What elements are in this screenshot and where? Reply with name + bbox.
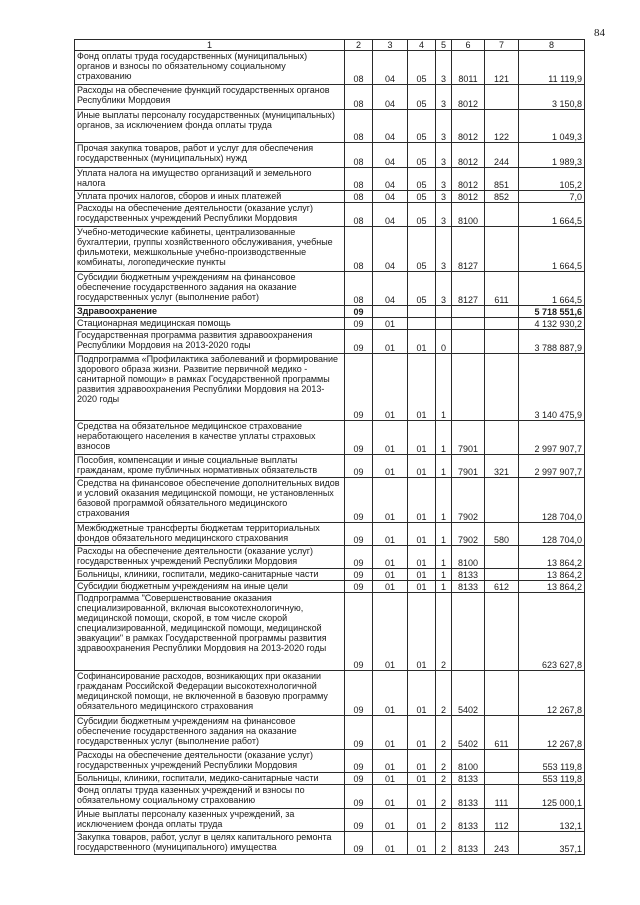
section-code-cell: 09 xyxy=(345,671,373,716)
expense-type-code-cell xyxy=(485,318,519,330)
program-code-cell: 01 xyxy=(408,569,436,581)
expense-type-code-cell xyxy=(485,478,519,523)
header-cell: 7 xyxy=(485,40,519,51)
table-row xyxy=(75,191,585,203)
subprogram-code-cell: 2 xyxy=(436,716,452,750)
amount-cell: 3 788 887,9 xyxy=(519,330,585,354)
subsection-code-cell: 01 xyxy=(373,671,408,716)
subsection-code-cell: 01 xyxy=(373,581,408,593)
subsection-code-cell: 01 xyxy=(373,523,408,546)
program-code-cell: 05 xyxy=(408,110,436,143)
program-code-cell: 01 xyxy=(408,593,436,671)
subprogram-code-cell: 0 xyxy=(436,330,452,354)
header-cell: 5 xyxy=(436,40,452,51)
article-code-cell xyxy=(452,330,485,354)
table-row xyxy=(75,110,585,143)
section-code-cell: 08 xyxy=(345,272,373,306)
section-code-cell: 09 xyxy=(345,785,373,809)
article-code-cell xyxy=(452,318,485,330)
article-code-cell: 8100 xyxy=(452,750,485,773)
article-code-cell: 8133 xyxy=(452,773,485,785)
subprogram-code-cell: 2 xyxy=(436,593,452,671)
expense-type-code-cell: 611 xyxy=(485,272,519,306)
amount-cell: 4 132 930,2 xyxy=(519,318,585,330)
header-cell: 3 xyxy=(373,40,408,51)
amount-cell: 1 049,3 xyxy=(519,110,585,143)
subprogram-code-cell: 1 xyxy=(436,581,452,593)
subsection-code-cell: 01 xyxy=(373,785,408,809)
amount-cell: 12 267,8 xyxy=(519,716,585,750)
subsection-code-cell: 01 xyxy=(373,354,408,421)
item-name-cell: Субсидии бюджетным учреждениям на финансовое обеспечение государственного задания на оказание государственных услуг (выполнение работ) xyxy=(75,272,345,306)
amount-cell: 1 664,5 xyxy=(519,227,585,272)
item-name-cell: Расходы на обеспечение деятельности (оказание услуг) государственных учреждений Республики Мордовия xyxy=(75,546,345,569)
subprogram-code-cell: 3 xyxy=(436,85,452,110)
subprogram-code-cell: 3 xyxy=(436,227,452,272)
expense-type-code-cell: 851 xyxy=(485,168,519,191)
subprogram-code-cell: 3 xyxy=(436,203,452,227)
item-name-cell: Иные выплаты персоналу казенных учреждений, за исключением фонда оплаты труда xyxy=(75,809,345,832)
expense-type-code-cell: 244 xyxy=(485,143,519,168)
article-code-cell: 5402 xyxy=(452,716,485,750)
program-code-cell: 05 xyxy=(408,85,436,110)
subprogram-code-cell: 2 xyxy=(436,785,452,809)
article-code-cell: 5402 xyxy=(452,671,485,716)
table-row xyxy=(75,227,585,272)
table-row xyxy=(75,330,585,354)
item-name-cell: Расходы на обеспечение деятельности (оказание услуг) государственных учреждений Республики Мордовия xyxy=(75,750,345,773)
item-name-cell: Закупка товаров, работ, услуг в целях капитального ремонта государственного (муниципального) имущества xyxy=(75,832,345,855)
expense-type-code-cell xyxy=(485,546,519,569)
section-code-cell: 08 xyxy=(345,168,373,191)
item-name-cell: Расходы на обеспечение деятельности (оказание услуг) государственных учреждений Республики Мордовия xyxy=(75,203,345,227)
section-code-cell: 09 xyxy=(345,354,373,421)
program-code-cell: 01 xyxy=(408,354,436,421)
subprogram-code-cell: 3 xyxy=(436,143,452,168)
section-code-cell: 09 xyxy=(345,455,373,478)
subprogram-code-cell: 1 xyxy=(436,569,452,581)
item-name-cell: Фонд оплаты труда государственных (муниципальных) органов и взносы по обязательному социальному страхованию xyxy=(75,51,345,85)
table-row xyxy=(75,478,585,523)
header-cell: 6 xyxy=(452,40,485,51)
subsection-code-cell: 01 xyxy=(373,455,408,478)
amount-cell: 3 140 475,9 xyxy=(519,354,585,421)
program-code-cell xyxy=(408,318,436,330)
amount-cell: 1 664,5 xyxy=(519,272,585,306)
section-code-cell: 08 xyxy=(345,191,373,203)
amount-cell: 128 704,0 xyxy=(519,523,585,546)
article-code-cell: 7902 xyxy=(452,523,485,546)
subprogram-code-cell: 3 xyxy=(436,110,452,143)
subprogram-code-cell: 1 xyxy=(436,421,452,455)
item-name-cell: Субсидии бюджетным учреждениям на иные цели xyxy=(75,581,345,593)
subprogram-code-cell: 1 xyxy=(436,478,452,523)
subprogram-code-cell: 1 xyxy=(436,523,452,546)
subsection-code-cell: 04 xyxy=(373,168,408,191)
table-row xyxy=(75,785,585,809)
program-code-cell: 01 xyxy=(408,716,436,750)
program-code-cell: 01 xyxy=(408,809,436,832)
budget-table xyxy=(74,39,585,855)
section-code-cell: 09 xyxy=(345,546,373,569)
subprogram-code-cell: 3 xyxy=(436,168,452,191)
subsection-code-cell: 01 xyxy=(373,809,408,832)
subprogram-code-cell: 3 xyxy=(436,272,452,306)
table-row xyxy=(75,272,585,306)
expense-type-code-cell: 611 xyxy=(485,716,519,750)
expense-type-code-cell: 612 xyxy=(485,581,519,593)
section-code-cell: 08 xyxy=(345,203,373,227)
amount-cell: 553 119,8 xyxy=(519,750,585,773)
expense-type-code-cell: 122 xyxy=(485,110,519,143)
section-code-cell: 09 xyxy=(345,569,373,581)
subprogram-code-cell: 1 xyxy=(436,546,452,569)
table-row xyxy=(75,168,585,191)
program-code-cell: 01 xyxy=(408,330,436,354)
item-name-cell: Подпрограмма "Совершенствование оказания специализированной, включая высокотехнологичную, медицинской помощи, скорой, в том числе скорой специализированной, медицинской помощи, медицинской эвакуации" в рамках Государственной программы развития здравоохранения Республики Мордовия на 2013-2020 годы xyxy=(75,593,345,671)
header-cell: 4 xyxy=(408,40,436,51)
table-row xyxy=(75,546,585,569)
subsection-code-cell: 04 xyxy=(373,203,408,227)
program-code-cell: 05 xyxy=(408,143,436,168)
amount-cell: 2 997 907,7 xyxy=(519,455,585,478)
page-number: 84 xyxy=(594,27,605,39)
expense-type-code-cell xyxy=(485,306,519,318)
program-code-cell: 01 xyxy=(408,581,436,593)
amount-cell: 1 664,5 xyxy=(519,203,585,227)
amount-cell: 1 989,3 xyxy=(519,143,585,168)
article-code-cell: 8133 xyxy=(452,809,485,832)
program-code-cell: 01 xyxy=(408,671,436,716)
subsection-code-cell: 01 xyxy=(373,832,408,855)
program-code-cell xyxy=(408,306,436,318)
expense-type-code-cell xyxy=(485,593,519,671)
table-row xyxy=(75,354,585,421)
subsection-code-cell: 01 xyxy=(373,318,408,330)
subsection-code-cell: 04 xyxy=(373,51,408,85)
amount-cell: 12 267,8 xyxy=(519,671,585,716)
subsection-code-cell: 04 xyxy=(373,110,408,143)
item-name-cell: Средства на обязательное медицинское страхование неработающего населения в качестве уплаты страховых взносов xyxy=(75,421,345,455)
item-name-cell: Субсидии бюджетным учреждениям на финансовое обеспечение государственного задания на оказание государственных услуг (выполнение работ) xyxy=(75,716,345,750)
article-code-cell: 7901 xyxy=(452,421,485,455)
subsection-code-cell: 04 xyxy=(373,272,408,306)
amount-cell: 128 704,0 xyxy=(519,478,585,523)
article-code-cell: 8127 xyxy=(452,227,485,272)
expense-type-code-cell: 852 xyxy=(485,191,519,203)
item-name-cell: Расходы на обеспечение функций государственных органов Республики Мордовия xyxy=(75,85,345,110)
item-name-cell: Фонд оплаты труда казенных учреждений и взносы по обязательному социальному страхованию xyxy=(75,785,345,809)
item-name-cell: Межбюджетные трансферты бюджетам территориальных фондов обязательного медицинского страхования xyxy=(75,523,345,546)
program-code-cell: 01 xyxy=(408,455,436,478)
program-code-cell: 01 xyxy=(408,750,436,773)
item-name-cell: Средства на финансовое обеспечение дополнительных видов и условий оказания медицинской помощи, не установленных базовой программой обязательного медицинского страхования xyxy=(75,478,345,523)
subsection-code-cell: 01 xyxy=(373,546,408,569)
item-name-cell: Больницы, клиники, госпитали, медико-санитарные части xyxy=(75,569,345,581)
table-row xyxy=(75,455,585,478)
subprogram-code-cell xyxy=(436,306,452,318)
program-code-cell: 01 xyxy=(408,785,436,809)
article-code-cell: 8133 xyxy=(452,832,485,855)
article-code-cell: 8012 xyxy=(452,191,485,203)
item-name-cell: Софинансирование расходов, возникающих при оказании гражданам Российской Федерации высокотехнологичной медицинской помощи, не включенной в базовую программу обязательного медицинского страхования xyxy=(75,671,345,716)
expense-type-code-cell xyxy=(485,354,519,421)
table-row xyxy=(75,581,585,593)
item-name-cell: Здравоохранение xyxy=(75,306,345,318)
table-header-row xyxy=(75,40,585,51)
amount-cell: 3 150,8 xyxy=(519,85,585,110)
article-code-cell xyxy=(452,306,485,318)
subprogram-code-cell: 1 xyxy=(436,455,452,478)
program-code-cell: 05 xyxy=(408,191,436,203)
article-code-cell: 8012 xyxy=(452,143,485,168)
subsection-code-cell: 04 xyxy=(373,227,408,272)
table-row xyxy=(75,85,585,110)
header-cell: 8 xyxy=(519,40,585,51)
item-name-cell: Государственная программа развития здравоохранения Республики Мордовия на 2013-2020 годы xyxy=(75,330,345,354)
expense-type-code-cell xyxy=(485,85,519,110)
expense-type-code-cell: 111 xyxy=(485,785,519,809)
section-code-cell: 08 xyxy=(345,51,373,85)
section-code-cell: 09 xyxy=(345,750,373,773)
amount-cell: 5 718 551,6 xyxy=(519,306,585,318)
table-row xyxy=(75,716,585,750)
table-row xyxy=(75,593,585,671)
article-code-cell: 7902 xyxy=(452,478,485,523)
section-code-cell: 09 xyxy=(345,773,373,785)
amount-cell: 13 864,2 xyxy=(519,569,585,581)
article-code-cell: 8012 xyxy=(452,85,485,110)
program-code-cell: 05 xyxy=(408,203,436,227)
subprogram-code-cell xyxy=(436,318,452,330)
expense-type-code-cell: 243 xyxy=(485,832,519,855)
program-code-cell: 01 xyxy=(408,832,436,855)
table-body xyxy=(75,40,585,855)
program-code-cell: 01 xyxy=(408,546,436,569)
amount-cell: 105,2 xyxy=(519,168,585,191)
expense-type-code-cell xyxy=(485,750,519,773)
item-name-cell: Больницы, клиники, госпитали, медико-санитарные части xyxy=(75,773,345,785)
section-code-cell: 09 xyxy=(345,593,373,671)
expense-type-code-cell xyxy=(485,421,519,455)
subsection-code-cell: 04 xyxy=(373,143,408,168)
expense-type-code-cell: 112 xyxy=(485,809,519,832)
article-code-cell: 8133 xyxy=(452,569,485,581)
program-code-cell: 01 xyxy=(408,773,436,785)
section-code-cell: 08 xyxy=(345,110,373,143)
article-code-cell: 8011 xyxy=(452,51,485,85)
article-code-cell: 7901 xyxy=(452,455,485,478)
subprogram-code-cell: 2 xyxy=(436,750,452,773)
item-name-cell: Стационарная медицинская помощь xyxy=(75,318,345,330)
section-code-cell: 08 xyxy=(345,227,373,272)
expense-type-code-cell xyxy=(485,569,519,581)
program-code-cell: 05 xyxy=(408,227,436,272)
subprogram-code-cell: 3 xyxy=(436,51,452,85)
amount-cell: 11 119,9 xyxy=(519,51,585,85)
section-code-cell: 09 xyxy=(345,421,373,455)
table-row xyxy=(75,143,585,168)
subsection-code-cell: 01 xyxy=(373,330,408,354)
section-code-cell: 09 xyxy=(345,809,373,832)
subsection-code-cell xyxy=(373,306,408,318)
program-code-cell: 05 xyxy=(408,51,436,85)
table-row xyxy=(75,203,585,227)
section-code-cell: 08 xyxy=(345,85,373,110)
expense-type-code-cell: 580 xyxy=(485,523,519,546)
amount-cell: 357,1 xyxy=(519,832,585,855)
subsection-code-cell: 01 xyxy=(373,478,408,523)
section-code-cell: 09 xyxy=(345,523,373,546)
program-code-cell: 05 xyxy=(408,272,436,306)
amount-cell: 553 119,8 xyxy=(519,773,585,785)
table-row xyxy=(75,523,585,546)
subsection-code-cell: 01 xyxy=(373,750,408,773)
article-code-cell: 8127 xyxy=(452,272,485,306)
section-code-cell: 09 xyxy=(345,716,373,750)
amount-cell: 623 627,8 xyxy=(519,593,585,671)
subprogram-code-cell: 2 xyxy=(436,773,452,785)
item-name-cell: Подпрограмма «Профилактика заболеваний и формирование здорового образа жизни. Развитие первичной медико - санитарной помощи» в рамках Государственной программы развития здравоохранения Республики Мордовия на 2013-2020 годы xyxy=(75,354,345,421)
amount-cell: 13 864,2 xyxy=(519,581,585,593)
expense-type-code-cell: 121 xyxy=(485,51,519,85)
expense-type-code-cell: 321 xyxy=(485,455,519,478)
item-name-cell: Уплата прочих налогов, сборов и иных платежей xyxy=(75,191,345,203)
table-row xyxy=(75,809,585,832)
article-code-cell: 8133 xyxy=(452,581,485,593)
expense-type-code-cell xyxy=(485,671,519,716)
amount-cell: 132,1 xyxy=(519,809,585,832)
table-row xyxy=(75,306,585,318)
subsection-code-cell: 01 xyxy=(373,421,408,455)
section-code-cell: 09 xyxy=(345,318,373,330)
table-row xyxy=(75,569,585,581)
expense-type-code-cell xyxy=(485,330,519,354)
item-name-cell: Прочая закупка товаров, работ и услуг для обеспечения государственных (муниципальных) нужд xyxy=(75,143,345,168)
program-code-cell: 01 xyxy=(408,523,436,546)
section-code-cell: 09 xyxy=(345,581,373,593)
header-cell: 1 xyxy=(75,40,345,51)
table-row xyxy=(75,421,585,455)
expense-type-code-cell xyxy=(485,203,519,227)
amount-cell: 2 997 907,7 xyxy=(519,421,585,455)
subsection-code-cell: 01 xyxy=(373,593,408,671)
expense-type-code-cell xyxy=(485,227,519,272)
table-row xyxy=(75,750,585,773)
amount-cell: 7,0 xyxy=(519,191,585,203)
program-code-cell: 01 xyxy=(408,478,436,523)
table-row xyxy=(75,832,585,855)
section-code-cell: 09 xyxy=(345,306,373,318)
article-code-cell: 8012 xyxy=(452,168,485,191)
program-code-cell: 05 xyxy=(408,168,436,191)
subsection-code-cell: 04 xyxy=(373,85,408,110)
subprogram-code-cell: 2 xyxy=(436,671,452,716)
amount-cell: 13 864,2 xyxy=(519,546,585,569)
article-code-cell: 8133 xyxy=(452,785,485,809)
article-code-cell: 8100 xyxy=(452,203,485,227)
article-code-cell: 8012 xyxy=(452,110,485,143)
item-name-cell: Учебно-методические кабинеты, централизованные бухгалтерии, группы хозяйственного обслуживания, учебные фильмотеки, межшкольные учебно-производственные комбинаты, логопедические пункты xyxy=(75,227,345,272)
article-code-cell: 8100 xyxy=(452,546,485,569)
table-row xyxy=(75,51,585,85)
expense-type-code-cell xyxy=(485,773,519,785)
article-code-cell xyxy=(452,593,485,671)
section-code-cell: 09 xyxy=(345,478,373,523)
section-code-cell: 09 xyxy=(345,330,373,354)
subprogram-code-cell: 3 xyxy=(436,191,452,203)
subsection-code-cell: 04 xyxy=(373,191,408,203)
subsection-code-cell: 01 xyxy=(373,773,408,785)
subprogram-code-cell: 2 xyxy=(436,809,452,832)
subsection-code-cell: 01 xyxy=(373,569,408,581)
subprogram-code-cell: 2 xyxy=(436,832,452,855)
article-code-cell xyxy=(452,354,485,421)
table-row xyxy=(75,773,585,785)
section-code-cell: 08 xyxy=(345,143,373,168)
item-name-cell: Пособия, компенсации и иные социальные выплаты гражданам, кроме публичных нормативных обязательств xyxy=(75,455,345,478)
program-code-cell: 01 xyxy=(408,421,436,455)
section-code-cell: 09 xyxy=(345,832,373,855)
subsection-code-cell: 01 xyxy=(373,716,408,750)
header-cell: 2 xyxy=(345,40,373,51)
item-name-cell: Уплата налога на имущество организаций и земельного налога xyxy=(75,168,345,191)
table-row xyxy=(75,671,585,716)
subprogram-code-cell: 1 xyxy=(436,354,452,421)
table-row xyxy=(75,318,585,330)
item-name-cell: Иные выплаты персоналу государственных (муниципальных) органов, за исключением фонда оплаты труда xyxy=(75,110,345,143)
amount-cell: 125 000,1 xyxy=(519,785,585,809)
